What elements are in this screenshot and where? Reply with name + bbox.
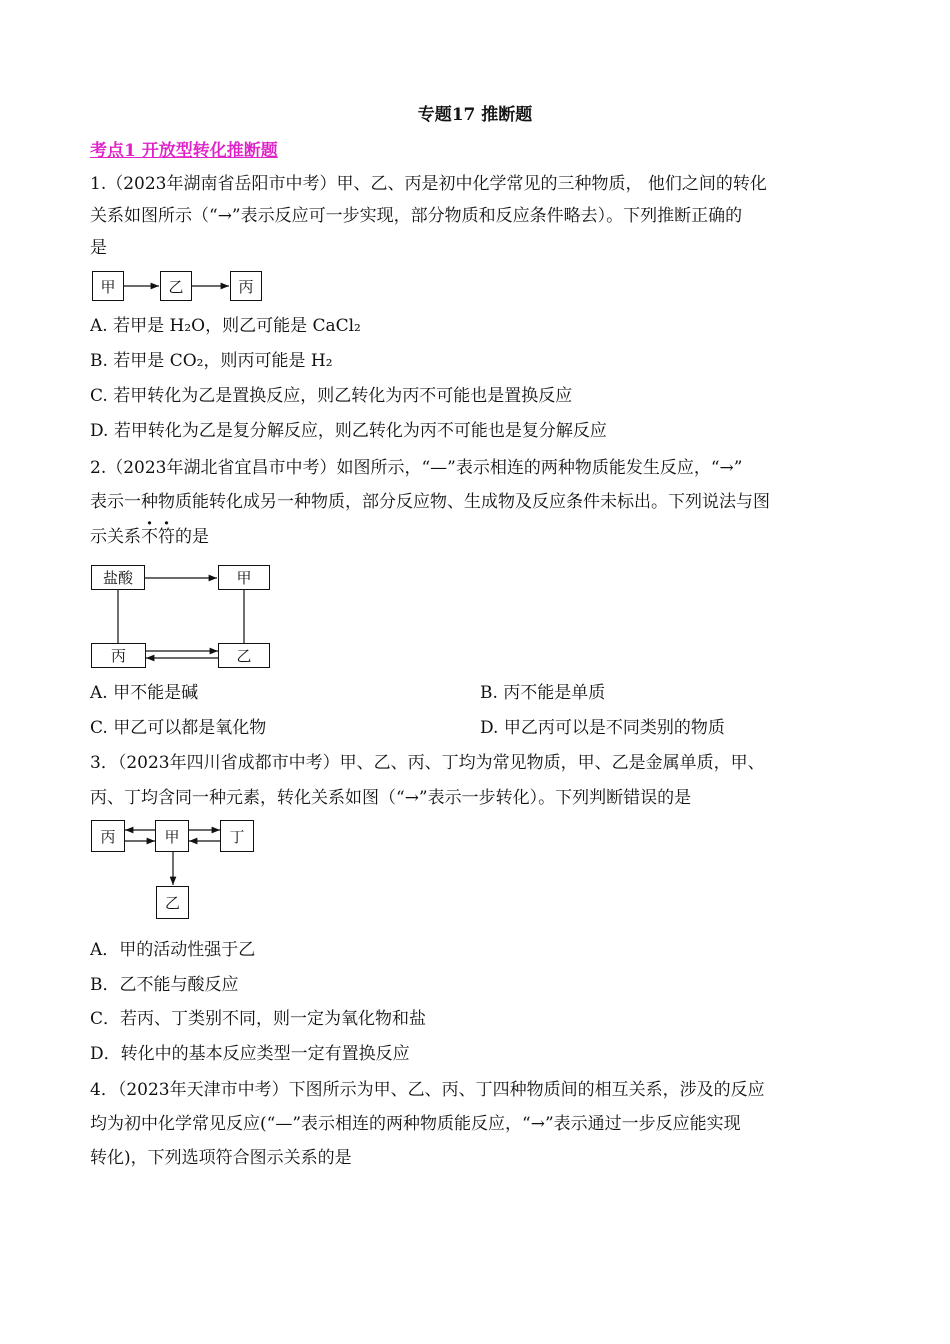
q3-box-yi: 乙 — [156, 886, 189, 919]
q2-stem-line1: 2.（2023年湖北省宜昌市中考）如图所示，“—”表示相连的两种物质能发生反应，“→” — [90, 458, 743, 478]
q2-emphasis-bu: 不 — [141, 527, 158, 547]
page-title: 专题17 推断题 — [417, 105, 533, 125]
q3-box-ding: 丁 — [220, 820, 254, 852]
q1-box-jia: 甲 — [92, 271, 124, 301]
q1-stem-line3: 是 — [90, 238, 107, 258]
section-heading: 考点1 开放型转化推断题 — [90, 141, 278, 161]
q3-option-b: B．乙不能与酸反应 — [90, 975, 239, 995]
q1-stem-line1: 1.（2023年湖南省岳阳市中考）甲、乙、丙是初中化学常见的三种物质， 他们之间的转化 — [90, 174, 767, 194]
q2-option-d: D. 甲乙丙可以是不同类别的物质 — [480, 718, 725, 738]
q3-option-a: A．甲的活动性强于乙 — [90, 940, 256, 960]
q1-box-bing: 丙 — [230, 271, 262, 301]
q3-box-bing: 丙 — [91, 820, 125, 852]
q2-stem-line2: 表示一种物质能转化成另一种物质，部分反应物、生成物及反应条件未标出。下列说法与图 — [90, 492, 770, 512]
q2-box-bing: 丙 — [91, 643, 146, 668]
q2-stem-line3 — [90, 525, 209, 549]
q4-stem-line2: 均为初中化学常见反应(“—”表示相连的两种物质能反应，“→”表示通过一步反应能实现 — [90, 1114, 741, 1134]
q3-stem-line1: 3．（2023年四川省成都市中考）甲、乙、丙、丁均为常见物质，甲、乙是金属单质，甲、 — [90, 753, 765, 773]
q2-box-jia: 甲 — [218, 565, 270, 590]
q1-option-b: B. 若甲是 CO₂，则丙可能是 H₂ — [90, 351, 333, 371]
q1-option-a: A. 若甲是 H₂O，则乙可能是 CaCl₂ — [90, 316, 361, 336]
q1-option-d: D. 若甲转化为乙是复分解反应，则乙转化为丙不可能也是复分解反应 — [90, 421, 607, 441]
q2-stem-part1: 示关系 — [90, 527, 141, 547]
q4-stem-line3: 转化)，下列选项符合图示关系的是 — [90, 1148, 352, 1168]
q1-option-c: C. 若甲转化为乙是置换反应，则乙转化为丙不可能也是置换反应 — [90, 386, 573, 406]
q2-option-a: A. 甲不能是碱 — [90, 683, 199, 703]
q3-option-d: D．转化中的基本反应类型一定有置换反应 — [90, 1044, 410, 1064]
q1-stem-line2: 关系如图所示（“→”表示反应可一步实现，部分物质和反应条件略去）。下列推断正确的 — [90, 206, 743, 226]
q4-stem-line1: 4．（2023年天津市中考）下图所示为甲、乙、丙、丁四种物质间的相互关系，涉及的反应 — [90, 1080, 765, 1100]
q2-box-hcl: 盐酸 — [91, 565, 145, 590]
q2-emphasis-fu: 符 — [158, 527, 175, 547]
q1-box-yi: 乙 — [160, 271, 192, 301]
q3-option-c: C．若丙、丁类别不同，则一定为氧化物和盐 — [90, 1009, 427, 1029]
q2-option-b: B. 丙不能是单质 — [480, 683, 606, 703]
q3-box-jia: 甲 — [155, 820, 189, 852]
q2-stem-part2: 的是 — [175, 527, 209, 547]
q2-box-yi: 乙 — [218, 643, 270, 668]
q3-stem-line2: 丙、丁均含同一种元素，转化关系如图（“→”表示一步转化）。下列判断错误的是 — [90, 788, 692, 808]
q2-option-c: C. 甲乙可以都是氧化物 — [90, 718, 267, 738]
